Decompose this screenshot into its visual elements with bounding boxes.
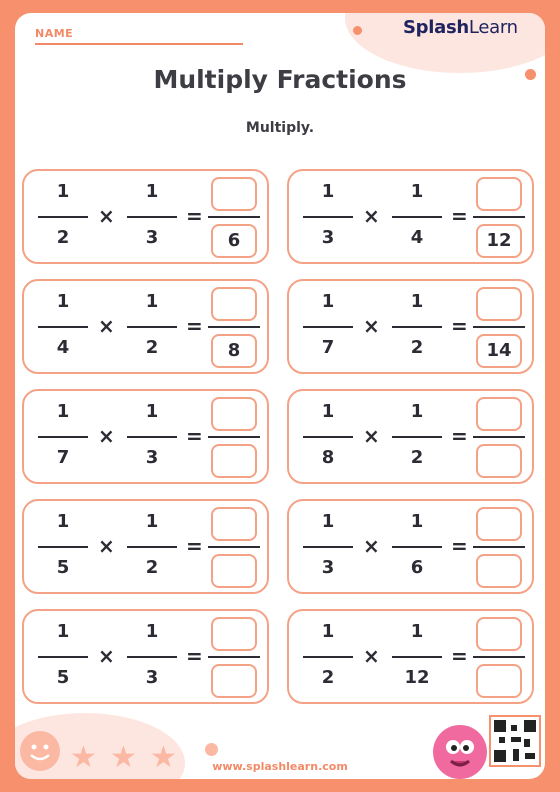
fraction-numerator: 1 bbox=[56, 291, 70, 312]
fraction-denominator: 3 bbox=[321, 557, 335, 578]
fraction-denominator: 3 bbox=[145, 667, 159, 688]
fraction-bar bbox=[127, 546, 177, 548]
problem-card bbox=[22, 389, 269, 484]
answer-denominator-box[interactable] bbox=[476, 664, 522, 698]
fraction-bar bbox=[38, 326, 88, 328]
multiply-sign: × bbox=[363, 424, 380, 448]
problem-card bbox=[287, 279, 534, 374]
answer-fraction-bar bbox=[473, 326, 525, 328]
answer-denominator-box[interactable]: 8 bbox=[211, 334, 257, 368]
fraction-denominator: 2 bbox=[56, 227, 70, 248]
fraction-bar bbox=[392, 436, 442, 438]
answer-fraction-bar bbox=[208, 216, 260, 218]
answer-denominator-box[interactable]: 14 bbox=[476, 334, 522, 368]
fraction-denominator: 2 bbox=[410, 337, 424, 358]
fraction-numerator: 1 bbox=[56, 401, 70, 422]
fraction-denominator: 2 bbox=[410, 447, 424, 468]
equals-sign: = bbox=[451, 314, 468, 338]
answer-numerator-box[interactable] bbox=[211, 397, 257, 431]
fraction-denominator: 3 bbox=[321, 227, 335, 248]
answer-denominator-box[interactable]: 6 bbox=[211, 224, 257, 258]
fraction-numerator: 1 bbox=[56, 511, 70, 532]
fraction-denominator: 6 bbox=[410, 557, 424, 578]
fraction-numerator: 1 bbox=[145, 401, 159, 422]
multiply-sign: × bbox=[363, 644, 380, 668]
fraction-numerator: 1 bbox=[321, 511, 335, 532]
fraction-numerator: 1 bbox=[321, 291, 335, 312]
fraction-numerator: 1 bbox=[321, 401, 335, 422]
answer-denominator-box[interactable]: 12 bbox=[476, 224, 522, 258]
page-title: Multiply Fractions bbox=[153, 65, 407, 94]
answer-fraction-bar bbox=[473, 216, 525, 218]
problem-card bbox=[287, 499, 534, 594]
fraction-bar bbox=[303, 326, 353, 328]
fraction-numerator: 1 bbox=[410, 291, 424, 312]
problem-card bbox=[287, 169, 534, 264]
problem-card bbox=[287, 609, 534, 704]
answer-numerator-box[interactable] bbox=[211, 287, 257, 321]
fraction-numerator: 1 bbox=[56, 181, 70, 202]
answer-fraction-bar bbox=[208, 656, 260, 658]
answer-denominator-box[interactable] bbox=[476, 554, 522, 588]
fraction-bar bbox=[392, 546, 442, 548]
fraction-bar bbox=[392, 326, 442, 328]
fraction-numerator: 1 bbox=[145, 511, 159, 532]
fraction-numerator: 1 bbox=[145, 621, 159, 642]
fraction-bar bbox=[127, 216, 177, 218]
equals-sign: = bbox=[186, 424, 203, 448]
footer-url: www.splashlearn.com bbox=[212, 760, 348, 773]
fraction-bar bbox=[303, 436, 353, 438]
fraction-bar bbox=[303, 546, 353, 548]
fraction-numerator: 1 bbox=[410, 621, 424, 642]
fraction-numerator: 1 bbox=[56, 621, 70, 642]
fraction-denominator: 2 bbox=[321, 667, 335, 688]
fraction-bar bbox=[303, 216, 353, 218]
multiply-sign: × bbox=[363, 314, 380, 338]
fraction-bar bbox=[303, 656, 353, 658]
fraction-numerator: 1 bbox=[410, 511, 424, 532]
answer-numerator-box[interactable] bbox=[476, 177, 522, 211]
fraction-denominator: 3 bbox=[145, 227, 159, 248]
worksheet bbox=[15, 13, 545, 779]
answer-fraction-bar bbox=[208, 546, 260, 548]
fraction-denominator: 2 bbox=[145, 337, 159, 358]
fraction-bar bbox=[38, 216, 88, 218]
fraction-bar bbox=[38, 546, 88, 548]
multiply-sign: × bbox=[98, 204, 115, 228]
problem-card bbox=[22, 279, 269, 374]
decor-dot bbox=[353, 26, 362, 35]
answer-numerator-box[interactable] bbox=[476, 507, 522, 541]
decor-dot bbox=[205, 743, 218, 756]
answer-numerator-box[interactable] bbox=[211, 617, 257, 651]
fraction-denominator: 5 bbox=[56, 667, 70, 688]
fraction-denominator: 4 bbox=[56, 337, 70, 358]
answer-numerator-box[interactable] bbox=[211, 507, 257, 541]
fraction-denominator: 7 bbox=[321, 337, 335, 358]
fraction-bar bbox=[127, 326, 177, 328]
multiply-sign: × bbox=[363, 204, 380, 228]
equals-sign: = bbox=[186, 314, 203, 338]
equals-sign: = bbox=[451, 644, 468, 668]
qr-code-icon bbox=[489, 715, 541, 767]
star-icon: ★ bbox=[70, 740, 97, 775]
equals-sign: = bbox=[186, 644, 203, 668]
fraction-bar bbox=[392, 216, 442, 218]
fraction-numerator: 1 bbox=[145, 181, 159, 202]
fraction-denominator: 4 bbox=[410, 227, 424, 248]
answer-numerator-box[interactable] bbox=[476, 397, 522, 431]
answer-denominator-box[interactable] bbox=[211, 664, 257, 698]
equals-sign: = bbox=[451, 204, 468, 228]
multiply-sign: × bbox=[98, 644, 115, 668]
answer-numerator-box[interactable] bbox=[476, 287, 522, 321]
answer-fraction-bar bbox=[473, 436, 525, 438]
equals-sign: = bbox=[186, 204, 203, 228]
brand-logo: SplashLearn bbox=[403, 17, 518, 38]
name-field[interactable] bbox=[35, 43, 243, 45]
answer-fraction-bar bbox=[208, 326, 260, 328]
fraction-denominator: 5 bbox=[56, 557, 70, 578]
star-icon: ★ bbox=[110, 740, 137, 775]
answer-fraction-bar bbox=[473, 546, 525, 548]
multiply-sign: × bbox=[98, 534, 115, 558]
equals-sign: = bbox=[186, 534, 203, 558]
problem-card bbox=[22, 609, 269, 704]
star-icon: ★ bbox=[150, 740, 177, 775]
answer-numerator-box[interactable] bbox=[476, 617, 522, 651]
fraction-denominator: 3 bbox=[145, 447, 159, 468]
problem-card bbox=[287, 389, 534, 484]
name-label: NAME bbox=[35, 27, 74, 40]
multiply-sign: × bbox=[363, 534, 380, 558]
fraction-bar bbox=[127, 436, 177, 438]
fraction-bar bbox=[38, 656, 88, 658]
answer-denominator-box[interactable] bbox=[211, 444, 257, 478]
instruction-text: Multiply. bbox=[245, 120, 315, 136]
fraction-numerator: 1 bbox=[145, 291, 159, 312]
problem-card bbox=[22, 169, 269, 264]
fraction-numerator: 1 bbox=[410, 401, 424, 422]
fraction-numerator: 1 bbox=[321, 621, 335, 642]
multiply-sign: × bbox=[98, 314, 115, 338]
fraction-bar bbox=[127, 656, 177, 658]
monster-mascot-icon bbox=[433, 725, 487, 779]
answer-fraction-bar bbox=[473, 656, 525, 658]
answer-denominator-box[interactable] bbox=[476, 444, 522, 478]
answer-denominator-box[interactable] bbox=[211, 554, 257, 588]
fraction-bar bbox=[392, 656, 442, 658]
fraction-denominator: 8 bbox=[321, 447, 335, 468]
equals-sign: = bbox=[451, 534, 468, 558]
multiply-sign: × bbox=[98, 424, 115, 448]
fraction-numerator: 1 bbox=[410, 181, 424, 202]
problem-card bbox=[22, 499, 269, 594]
answer-fraction-bar bbox=[208, 436, 260, 438]
fraction-denominator: 7 bbox=[56, 447, 70, 468]
equals-sign: = bbox=[451, 424, 468, 448]
fraction-bar bbox=[38, 436, 88, 438]
fraction-numerator: 1 bbox=[321, 181, 335, 202]
fraction-denominator: 2 bbox=[145, 557, 159, 578]
answer-numerator-box[interactable] bbox=[211, 177, 257, 211]
fraction-denominator: 12 bbox=[404, 667, 430, 688]
